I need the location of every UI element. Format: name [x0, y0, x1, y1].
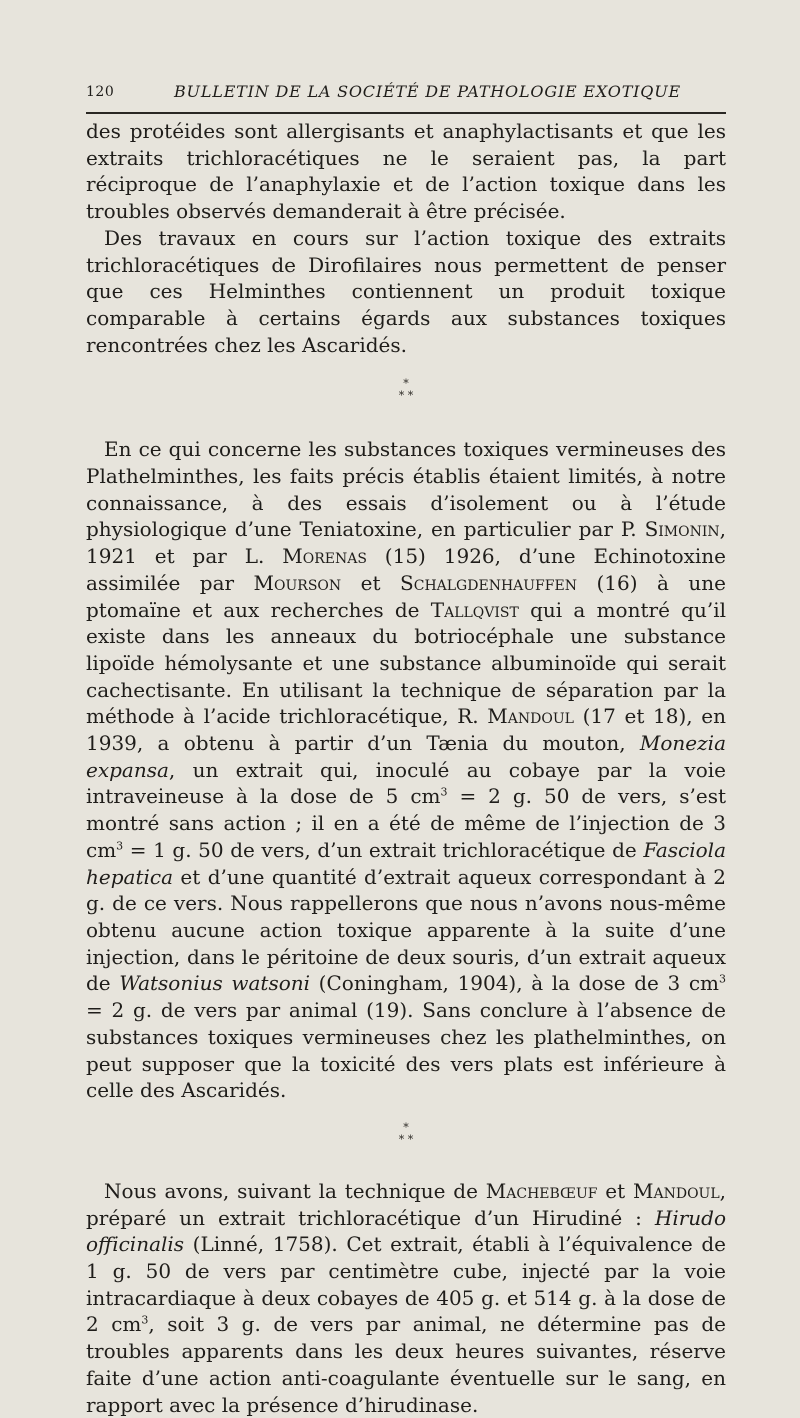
paragraph-2: Des travaux en cours sur l’action toxique des extraits trichloracétiques de Dirofilaires nous permettent de penser que ces Helminthes contiennent un produit toxique comparable à certains égards aux substances toxiques rencontrées chez les Ascaridés.	[86, 225, 726, 357]
separator-star-top: *	[403, 377, 409, 391]
body-text	[86, 118, 726, 1418]
separator-star-bottom: * *	[398, 1132, 414, 1146]
paragraph-3: En ce qui concerne les substances toxiques vermineuses des Plathelminthes, les faits précis établis étaient limités, à notre connaissance, à des essais d’isolement ou à l’étude physiologique d’une Teniatoxine, en particulier par P. Simonin, 1921 et par L. Morenas (15) 1926, d’une Echinotoxine assimilée par Mourson et Schalgdenhauffen (16) à une ptomaïne et aux recherches de Tallqvist qui a montré qu’il existe dans les anneaux du botriocéphale une substance lipoïde hémolysante et une substance albuminoïde qui serait cachectisante. En utilisant la technique de séparation par la méthode à l’acide trichloracétique, R. Mandoul (17 et 18), en 1939, a obtenu à partir d’un Tænia du mouton, Monezia expansa, un extrait qui, inoculé au cobaye par la voie intraveineuse à la dose de 5 $cm^3 = 2$ g. 50 de vers, s’est montré sans action ; il en a été de même de l’injection de 3 $cm^3 = 1$ g. 50 de vers, d’un extrait trichloracétique de Fasciola hepatica et d’une quantité d’extrait aqueux correspondant à 2 g. de ce vers. Nous rappellerons que nous n’avons nous-même obtenu aucune action toxique apparente à la suite d’une injection, dans le péritoine de deux souris, d’un extrait aqueux de Watsonius watsoni (Coningham, 1904), à la dose de 3 $cm^3 = 2$ g. de vers par animal (19). Sans conclure à l’absence de substances toxiques vermineuses chez les plathelminthes, on peut supposer que la toxicité des vers plats est inférieure à celle des Ascaridés.	[86, 437, 727, 1103]
separator-star-top: *	[403, 1120, 409, 1134]
species-name: Watsonius watsoni	[119, 971, 311, 996]
running-title: BULLETIN DE LA SOCIÉTÉ DE PATHOLOGIE EXOTIQUE	[174, 82, 681, 101]
species-name: Hirudo officinalis	[86, 1205, 726, 1257]
header-rule	[86, 112, 726, 114]
author-name: Simonin	[644, 517, 720, 542]
author-name: Morenas	[282, 544, 367, 569]
paragraph-4: Nous avons, suivant la technique de Machebœuf et Mandoul, préparé un extrait trichloracétique d’un Hirudiné : Hirudo officinalis (Linné, 1758). Cet extrait, établi à l’équivalence de 1 g. 50 de vers par centimètre cube, injecté par la voie intracardiaque à deux cobayes de 405 g. et 514 g. à la dose de 2 $cm^3$, soit 3 g. de vers par animal, ne détermine pas de troubles apparents dans les deux heures suivantes, réserve faite d’une action anti-coagulante éventuelle sur le sang, en rapport avec la présence d’hirudinase.	[86, 1178, 727, 1417]
page-number: 120	[86, 84, 115, 100]
author-name: Mourson	[253, 570, 342, 595]
author-name: Tallqvist	[430, 597, 519, 622]
author-name: Mandoul	[487, 704, 574, 729]
page-header	[86, 80, 726, 110]
paragraph-1: des protéides sont allergisants et anaphylactisants et que les extraits trichloracétiques ne le seraient pas, la part réciproque de l’anaphylaxie et de l’action toxique dans les troubles observés demanderait à être précisée.	[86, 119, 726, 224]
author-name: Mandoul	[633, 1178, 720, 1203]
species-name: Monezia expansa	[86, 731, 726, 782]
section-separator-2	[86, 1122, 726, 1146]
section-separator-1	[86, 378, 726, 402]
species-name: Fasciola hepatica	[86, 837, 726, 889]
author-name: Schalgdenhauffen	[400, 570, 577, 595]
separator-star-bottom: * *	[398, 389, 414, 403]
author-name: Machebœuf	[485, 1178, 598, 1203]
